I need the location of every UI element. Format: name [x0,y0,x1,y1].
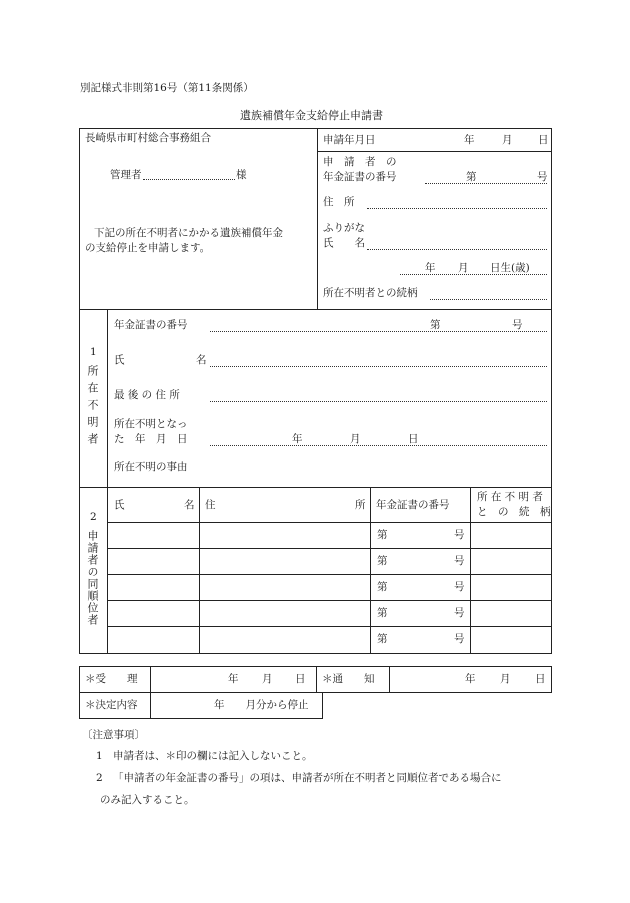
row-border-2 [107,548,552,549]
admin-right-border [551,666,552,693]
birth-day-age: 日生(歳) [490,262,530,274]
form-title: 遺族補償年金支給停止申請書 [240,109,383,122]
row5-dai: 第 [377,633,388,645]
col-border-name [199,487,200,654]
juri-year: 年 [228,673,239,685]
missing-since-year: 年 [292,433,303,445]
last-address-label: 最 後 の 住 所 [114,389,180,401]
organization-name: 長崎県市町村総合事務組合 [85,132,211,144]
admin-juri-border [316,666,317,693]
col-header-cert: 年金証書の番号 [376,499,450,511]
main-bottom-border [79,653,552,654]
birth-month: 月 [458,262,469,274]
note2-text-line1: 「申請者の年金証書の番号」の項は、申請者が所在不明者と同順位者である場合に [113,772,502,784]
tsuchi-year: 年 [465,673,476,685]
furigana-label: ふりがな [323,222,365,234]
row5-go: 号 [454,633,465,645]
juri-day: 日 [295,673,306,685]
row2-dai: 第 [377,555,388,567]
applicant-label-line1: 申 請 者 の [323,156,397,168]
tsuchi-label: ＊通 知 [322,673,375,685]
row1-dai: 第 [377,529,388,541]
col-border-address [370,487,371,654]
tsuchi-day: 日 [535,673,546,685]
section2-top-border [79,487,552,488]
missing-cert-go: 号 [512,319,523,331]
last-address-line[interactable] [210,401,547,402]
main-right-border [551,128,552,654]
missing-since-label-line2: た 年 月 日 [114,433,188,445]
request-text-line2: の支給停止を申請します。 [85,242,211,254]
row3-dai: 第 [377,581,388,593]
row2-go: 号 [454,555,465,567]
missing-since-day: 日 [408,433,419,445]
missing-cert-dai: 第 [430,319,441,331]
applicant-cert-line[interactable] [425,183,547,184]
note1-number: 1 [96,750,103,762]
application-date-label: 申請年月日 [323,134,376,146]
date-month: 月 [502,134,513,146]
section2-label: 申請者の同順位者 [86,530,99,626]
relation-to-missing-label: 所在不明者との続柄 [323,287,418,299]
relation-line[interactable] [430,299,547,300]
row3-go: 号 [454,581,465,593]
col-header-name-a: 氏 [114,499,125,511]
missing-cert-line[interactable] [210,331,547,332]
admin-left-border [79,666,80,719]
tsuchi-month: 月 [500,673,511,685]
missing-reason-label: 所在不明の事由 [114,461,188,473]
date-day: 日 [538,134,549,146]
notes-heading: 〔注意事項〕 [82,729,145,741]
missing-since-line[interactable] [210,445,547,446]
row-border-3 [107,574,552,575]
admin-bottom-border [79,718,322,719]
col-header-relation-line1: 所 在 不 明 者 [477,491,543,503]
admin-tsuchi-border [389,666,390,693]
manager-label: 管理者 [110,169,142,181]
juri-label: ＊受 理 [85,673,138,685]
decision-value: 年 月分から停止 [214,699,309,711]
col-header-relation-line2: と の 続 柄 [477,506,551,518]
manager-name-line[interactable] [143,179,235,180]
section1-number: 1 [90,346,97,358]
top-box-divider [317,128,318,309]
col-header-name-b: 名 [184,499,195,511]
col-header-address-b: 所 [355,499,366,511]
decision-label: ＊決定内容 [85,699,138,711]
top-box-top-border [79,128,552,129]
main-left-border [79,128,80,654]
juri-month: 月 [262,673,273,685]
applicant-cert-go: 号 [537,171,548,183]
birth-date-line[interactable] [400,274,547,275]
note2-number: 2 [96,772,103,784]
row-border-1 [107,522,552,523]
missing-name-label-a: 氏 [114,354,125,366]
missing-cert-label: 年金証書の番号 [114,319,188,331]
missing-name-line[interactable] [210,366,547,367]
row4-dai: 第 [377,607,388,619]
admin-decision-border [322,692,323,719]
note1-text: 申請者は、＊印の欄には記入しないこと。 [113,750,313,762]
applicant-address-line[interactable] [367,208,547,209]
label-column-border [107,309,108,654]
applicant-label-line2: 年金証書の番号 [323,171,397,183]
note2-text-line2: のみ記入すること。 [100,794,195,806]
admin-label-border [150,666,151,719]
row4-go: 号 [454,607,465,619]
form-reference: 別記様式非則第16号（第11条関係） [80,82,254,94]
applicant-name-label: 氏 名 [323,237,365,249]
section1-label: 所在不明者 [86,365,99,450]
date-row-border [317,151,552,152]
missing-since-label-line1: 所在不明となっ [114,418,188,430]
missing-name-label-b: 名 [196,354,207,366]
row-border-5 [107,626,552,627]
sama-label: 様 [236,169,247,181]
section1-top-border [79,309,552,310]
date-year: 年 [464,134,475,146]
missing-since-month: 月 [350,433,361,445]
request-text-line1: 下記の所在不明者にかかる遺族補償年金 [94,227,283,239]
col-border-cert [470,487,471,654]
applicant-name-line[interactable] [367,249,547,250]
applicant-cert-dai: 第 [466,171,477,183]
section2-number: 2 [90,511,97,523]
applicant-address-label: 住 所 [323,196,355,208]
row-border-4 [107,600,552,601]
row1-go: 号 [454,529,465,541]
birth-year: 年 [425,262,436,274]
col-header-address-a: 住 [205,499,216,511]
